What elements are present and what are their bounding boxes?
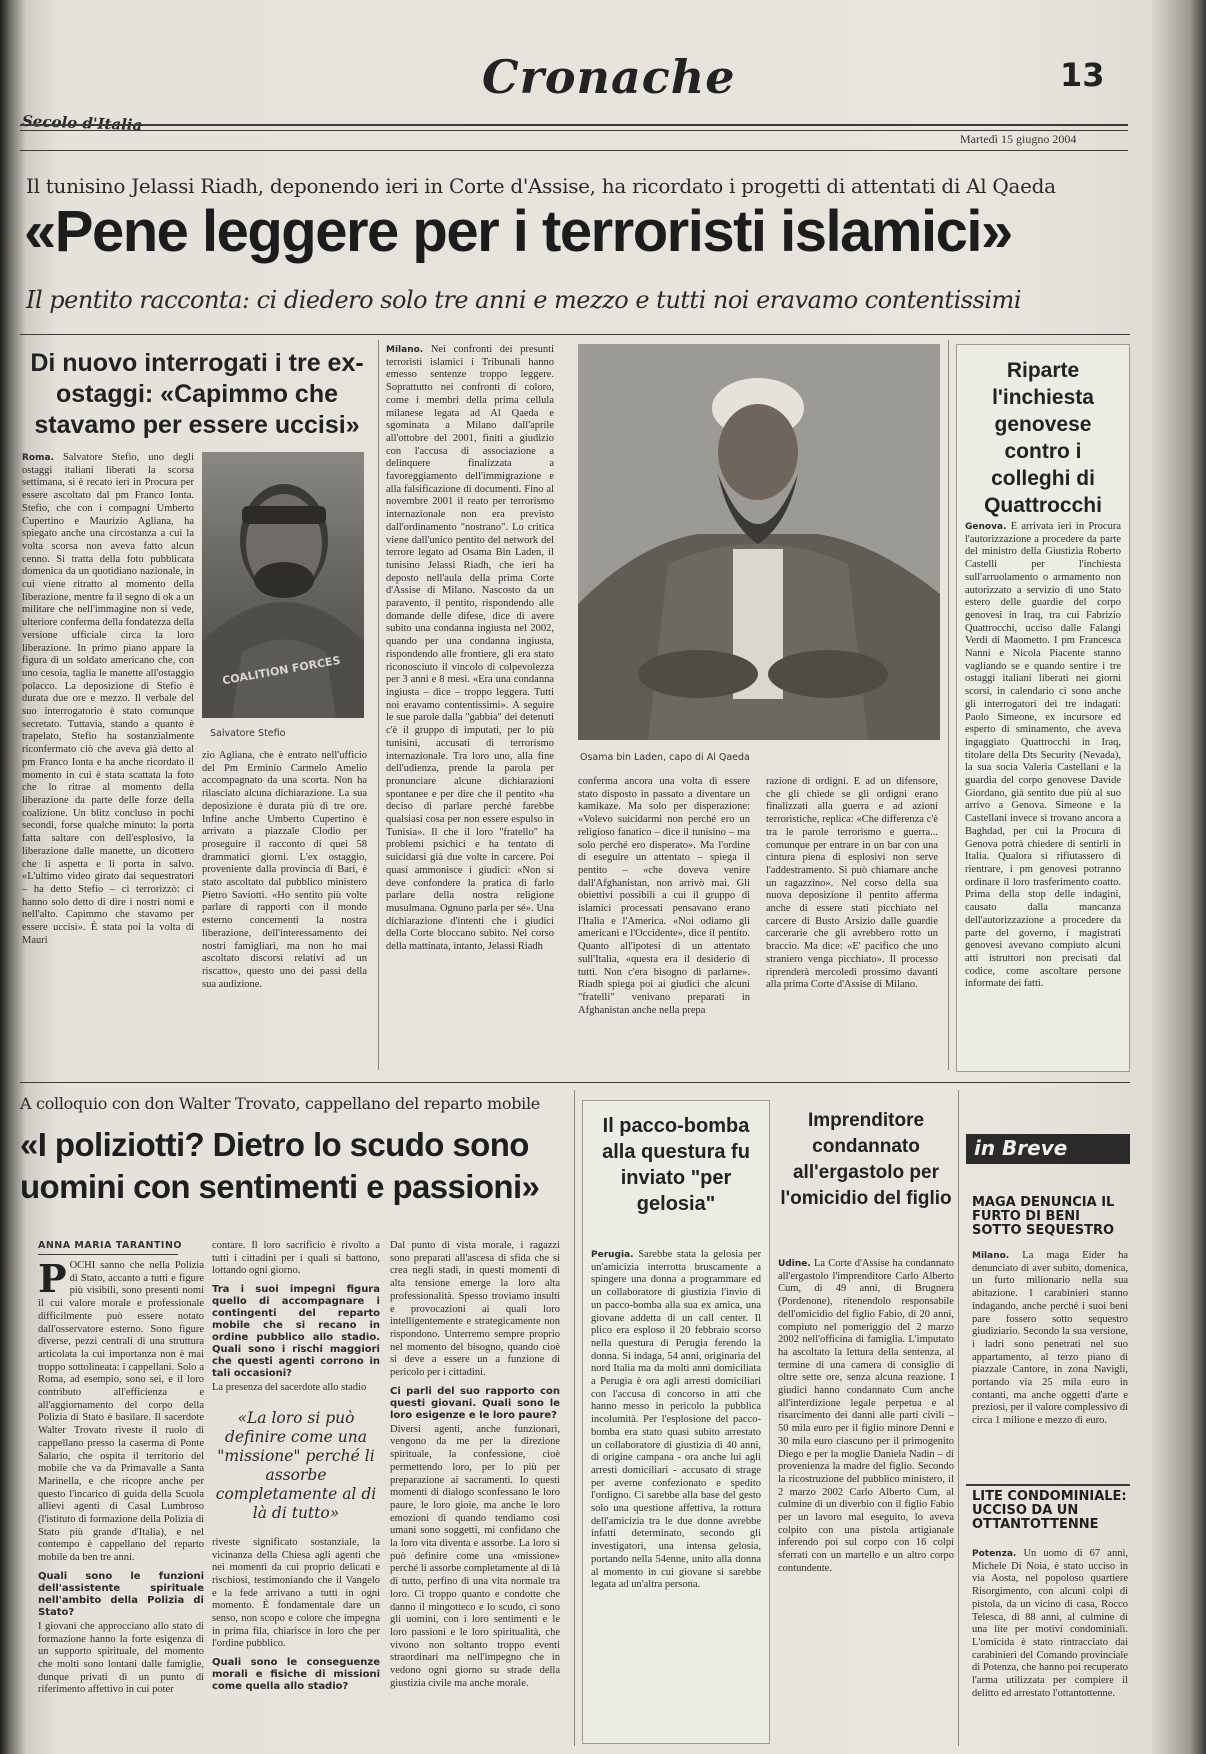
ergastolo-headline: Imprenditore condannato all'ergastolo per l'omicidio del figlio	[780, 1110, 952, 1209]
interview-answer-2: La presenza del sacerdote allo stadio	[212, 1382, 367, 1394]
interview-col2	[212, 1240, 380, 1746]
hostages-col2	[202, 750, 367, 1070]
pacco-text-body: Sarebbe stata la gelosia per un'amicizia interrotta bruscamente a spingere una donna a programmare ed un collaboratore di giustizia l'invio di un pacco-bomba alla sua ex amica, una giovane addetta di un call center. Il plico era esploso il 20 febbraio scorso nella questura di Perugia ferendo la donna. Si indaga, 54 anni, originaria del nord Italia ma da molti anni domiciliata a Perugia è ora agli arresti domiciliari con l'accusa di concorso in atti che hanno messo in pericolo la pubblica incolumità. Per l'esplosione del pacco-bomba era stato quasi subito arrestato un collaboratore di giustizia di 40 anni, di origine campana - ora anche lui agli arresti domiciliari - accusato di strage per averne confezionato e spedito l'ordigno. Ci sarebbe alla base del gesto solo una questione affettiva, la rottura dell'amicizia tra le due donne avrebbe infatti determinato, secondo gli investigatori, una intensa gelosia, portando nella 54enne, unito alla donna al momento in cui giovane si sarebbe legata ad un'altra persona.	[591, 1249, 761, 1591]
interview-col3b: Diversi agenti, anche funzionari, vengono da me per la direzione spirituale, la confessione, cioè permettendo loro, per lo più per preparazione ai sacramenti. Io questi momenti di dialogo sconfessano le loro paure, le loro gioie, ma anche le loro emozioni di quando tendiamo così umani sono soggetti, mi confidano che la loro vita diventa e assorbe. La loro si può definire come una «missione» perché li assorbe completamente al di là di tutto, perfino di una vita normale tra loro. Ci troppo quanto e condotte che danno il mingotteco e lo scudo, ci sono gli uomini, con i loro sentimenti e le loro passioni e le loro spiritualità, che vivono non soltanto troppo eventi straordinari ma nell'impegno che in vedono ogni giorno su strade della giustizia civile ma anche morale.	[390, 1423, 560, 1689]
brevi-item1-title: MAGA DENUNCIA IL FURTO DI BENI SOTTO SEQUESTRO	[972, 1195, 1115, 1238]
ergastolo-text	[778, 1258, 954, 1744]
main-col2-text: conferma ancora una volta di essere stato disposto in passato a diventare un kamikaze. Ma solo per disperazione: «Volevo suicidarmi non perché ero un religioso fanatico – dice il tunisino – ma solo perché ero disperato». Ma l'ordine di eseguire un attentato – spiega il pentito – «che doveva venire dall'Afghanistan, non arrivò mai. Gli obiettivi possibili a cui il gruppo di islamici processati pensavano erano l'Italia e l'America. «Noi odiamo gli americani e l'Occidente», dice il pentito. Quanto all'ipotesi di un attentato sull'Italia, «questa era il desiderio di tutti. Non c'era bisogno di parlarne». Riadh spiega poi ai giudici che alcuni "fratelli" venivano preparati in Afghanistan anche nella prepa	[578, 776, 750, 1016]
pacco-text	[591, 1249, 761, 1733]
ergastolo-text-body: La Corte d'Assise ha condannato all'ergastolo l'imprenditore Carlo Alberto Cum, di 49 anni, di Brugnera (Pordenone), ritenendolo responsabile dell'omicidio del figlio Fabio, di 20 anni, compiuto nel pomeriggio del 2 marzo 2002 nell'officina di famiglia. L'imputato ha ascoltato la lettura della sentenza, al termine di una camera di consiglio di oltre sette ore, senza alcuna reazione. I giudici hanno condannato Cum anche all'interdizione legale perpetua e al risarcimento dei danni alle parti civili – 50 mila euro per il figlio minore Denni e 30 mila euro ciascuno per il primogenito Diego e per la moglie Daniela Nadin – di provenienza la madre del figlio. Secondo la ricostruzione del pubblico ministero, il 2 marzo 2002 Carlo Alberto Cum, al culmine di un diverbio con il figlio Fabio per un lavoro mal eseguito, lo aveva colpito con una pistola artigianale inferendo poi sul corpo con 16 colpi sferrati con un martello e un altro corpo contundente.	[778, 1258, 954, 1574]
drop-cap: P	[38, 1260, 67, 1301]
main-col3	[766, 776, 938, 1070]
genova-dateline: Genova.	[965, 522, 1007, 532]
interview-byline: ANNA MARIA TARANTINO	[38, 1240, 182, 1251]
brevi-item2-title: LITE CONDOMINIALE: UCCISO DA UN OTTANTOTTENNE	[972, 1489, 1127, 1532]
hostages-col1	[22, 452, 194, 1070]
brevi-item2-dateline: Potenza.	[972, 1549, 1017, 1559]
main-col2	[578, 776, 750, 1070]
brevi-item2-body: Un uomo di 67 anni, Michele Di Noia, è stato ucciso in via Aosta, nel popoloso quartiere Risorgimento, con alcuni colpi di pistola, da un vicino di casa, Rocco Telesca, di 88 anni, al culmine di una lite per motivi condominiali. L'omicida è stato rintracciato dai carabinieri del Comando provinciale di Potenza, che hanno poi recuperato l'arma utilizzata per compiere il delitto ed arrestato l'ottantottenne.	[972, 1548, 1128, 1699]
hostages-story	[20, 342, 375, 1070]
interview-headline: «I poliziotti? Dietro lo scudo sono uomini con sentimenti e passioni»	[20, 1126, 540, 1205]
section-title: Cronache	[482, 50, 736, 104]
brevi-item2-text	[972, 1548, 1128, 1744]
stefio-caption: Salvatore Stefio	[210, 728, 286, 739]
interview-question-4: Ci parli del suo rapporto con questi giovani. Quali sono le loro esigenze e le loro paure?	[390, 1385, 560, 1421]
masthead	[20, 40, 1130, 150]
ergastolo-story	[778, 1108, 956, 1746]
bin-laden-photo	[578, 344, 940, 740]
main-col1	[386, 344, 554, 1070]
main-kicker: Il tunisino Jelassi Riadh, deponendo ieri in Corte d'Assise, ha ricordato i progetti di attentati di Al Qaeda	[26, 174, 1056, 198]
interview-question-3: Quali sono le conseguenze morali e fisiche di missioni come quella allo stadio?	[212, 1657, 380, 1693]
interview-col2a: contare. Il loro sacrificio è rivolto a tutti i cittadini per i quali si battono, lottando ogni giorno.	[212, 1240, 380, 1277]
interview-col3a: Dal punto di vista morale, i ragazzi sono preparati all'ascesa di sfida che si crea negli stadi, in questi momenti di alta tensione emerge la loro alta professionalità. Spesso troviamo insulti e provocazioni ai quali loro intelligentemente e strategicamente non rispondono. Unterremo sempre proprio nel momento del bisogno, quando cioè si deve a essere un a funzione di pericolo per i cittadini.	[390, 1240, 560, 1379]
genova-box	[956, 344, 1130, 1072]
pacco-headline: Il pacco-bomba alla questura fu inviato "per gelosia"	[602, 1115, 750, 1215]
brevi-item1-body: La maga Eider ha denunciato di aver subito, domenica, un furto milionario nella sua abitazione. I carabinieri stanno indagando, anche perché i suoi beni pare fossero sotto sequestro giudiziario. Secondo la sua versione, i ladri sono penetrati nel suo appartamento, al terzo piano di piazzale Cantore, in zona Navigli, portando via 25 mila euro in contanti, ma anche oggetti d'arte e preziosi, per il valore complessivo di circa 1 milione e mezzo di euro.	[972, 1250, 1128, 1427]
brevi-item1-text	[972, 1250, 1128, 1484]
interview-answer-1: I giovani che approcciano allo stato di formazione hanno la forte esigenza di un supporto spirituale, del momento che molti sono lontani dalle famiglie, dunque privati di un punto di riferimento affettivo in cui poter	[38, 1620, 204, 1696]
stefio-photo	[202, 452, 364, 718]
main-col3-text: razione di ordigni. E ad un difensore, che gli chiede se gli ordigni erano finalizzati alla guerra e ad azioni terroristiche, replica: «Che differenza c'è tra le parole terrorismo e guerra... comunque per entrare in un bar con una cintura piena di esplosivi non serve l'addestramento. Si può chiamare anche un ragazzino». Nel corso della sua nuova deposizione il pentito afferma anche di essere stati picchiato nel carcere di Busto Arsizio dalle guardie carcerarie che gli avrebbero rotto un braccio. Ma dice: «E' pacifico che uno straniero venga picchiato». Il processo riprenderà mercoledì prossimo davanti alla prima Corte d'Assise di Milano.	[766, 776, 938, 991]
ergastolo-dateline: Udine.	[778, 1259, 811, 1269]
interview-col3	[390, 1240, 560, 1746]
hostages-headline: Di nuovo interrogati i tre ex-ostaggi: «Capimmo che stavamo per essere uccisi»	[30, 349, 364, 439]
genova-text-body: È arrivata ieri in Procura l'autorizzazione a procedere da parte del ministro della Giustizia Roberto Castelli per l'inchiesta sull'arruolamento o armamento non autorizzato a servizio di uno Stato estero delle guardie del corpo genovesi in Iraq, tra cui Fabrizio Quattrocchi, ucciso dalle Falangi Verdi di Maometto. I pm Francesca Nanni e Nicola Piacente stanno vagliando se e quando sentire i tre ostaggi italiani liberati nei giorni scorsi, in calendario ci sono anche gli interrogatori dei tre indagati: Paolo Simeone, ex incursore ed esperto di sminamento, che aveva ingaggiato Quattrocchi in Iraq, titolare della Dts Security (Nevada), la sua socia Valeria Castellani e la guardia del corpo genovese Davide Giordano, già sentito due più al suo arrivo a Genova. Simeone e la Castellani invece si trovano ancora a Baghdad, per cui la Procura di Genova potrà chiedere di sentirli in Italia. Qualora si rifiutassero di rientrare, i pm genovesi potranno ordinare il loro trasferimento coatto. Prima della stop delle indagini, causato dalla mancanza dell'autorizzazione a procedere da parte del governo, i magistrati genovesi avevano compiuto alcuni atti istruttori non precisati dal codice, come ascoltare persone informate dei fatti.	[965, 521, 1121, 990]
interview-col1	[38, 1260, 204, 1746]
pacco-box	[582, 1100, 770, 1744]
main-headline: «Pene leggere per i terroristi islamici»	[24, 199, 1012, 264]
pacco-dateline: Perugia.	[591, 1250, 634, 1260]
bin-laden-caption: Osama bin Laden, capo di Al Qaeda	[580, 752, 750, 763]
interview-intro: OCHI sanno che nella Polizia di Stato, accanto a tutti e figure più visibili, sono presenti nomi il cui valore morale e professionale difficilmente può essere notato dall'osservatore esterno. Sono figure diverse, pezzi centrali di una struttura articolata la cui importanza non è mai troppo sottolineata: i cappellani. Solo a Roma, ad esempio, sono sei, e il loro contributo all'efficienza e all'aggiornamento del corpo della Polizia di Stato è basilare. Il sacerdote Walter Trovato riveste il ruolo di cappellano presso la caserma di Ponte Salario, che ospita il territorio del mobile che va da Primavalle a Santa Marinella, e che ricopre anche per questo l'incarico di guida della Scuola allievi agenti di Casal Lumbroso (l'istituto di formazione della Polizia di Stato più grande d'Italia), e nel contempo è cappellano del reparto mobile da ben tre anni.	[38, 1260, 204, 1564]
main-dateline: Milano.	[386, 345, 424, 355]
main-col1-text: Nei confronti dei presunti terroristi islamici i Tribunali hanno emesso sentenze troppo leggere. Soprattutto nei confronti di coloro, come i membri della prima cellula milanese legata ad Al Qaeda e sgominata a Milano dall'aprile all'ottobre del 2001, finiti a giudizio con l'accusa di associazione a delinquere finalizzata a favoreggiamento dell'immigrazione e alla falsificazione di documenti. Fino al novembre 2001 il reato per terrorismo internazionale non era previsto dall'ordinamento "nostrano". Lo critica viene dall'unico pentito del network del terrore legato ad Osama Bin Laden, il tunisino Jelassi Riadh, che ieri ha deposto nell'aula della prima Corte d'Assise di Milano. Nascosto da un paravento, il pentito, rispondendo alle domande delle difese, dice di avere subito una condanna ingiusta nel 2002, quando per una condanna ingiusta, rispondendo alle frontiere, gli era stato riconosciuto il vincolo di colpevolezza per 3 anni e 8 mesi. «Era una condanna ingiusta – dice – troppo leggera. Tutti noi eravamo contentissimi». A seguire le sue parole dalla "gabbia" dei detenuti c'è il gruppo di imputati, per lo più tunisini, accusati di terrorismo internazionale. Tra loro uno, alla fine dell'udienza, prende la parola per pronunciare alcune dichiarazioni spontanee e per dire che il pentito «ha deciso di parlare perché farebbe qualsiasi cosa per non essere espulso in Tunisia». Il che il loro "fratello" ha problemi psichici e ha tentato di suicidarsi già due volte in carcere. Poi quasi ammonisce i giudici: «Non si deve confondere la pratica di farlo parlare della nostra religione musulmana. Ognuno parla per sé». Una dichiarazione d'intenti che i giudici della Corte bloccano subito. Nel corso della mattinata, intanto, Jelassi Riadh	[386, 344, 554, 953]
hostages-col1-text: Salvatore Stefio, uno degli ostaggi italiani liberati la scorsa settimana, si è recato ieri in Procura per essere ascoltato dal pm Franco Ionta. Stefio, che con i compagni Umberto Cupertino e Maurizio Agliana, ha spiegato anche una circostanza a cui la volta scorsa non aveva fatto alcun cenno. Si tratta della foto pubblicata domenica da un quotidiano nazionale, in cui viene ritratto al momento della liberazione, mentre fa il segno di ok a un militare che nell'immagine non si vede, ulteriore conferma della fondatezza della versione ufficiale circa la loro liberazione. In primo piano appare la figura di un soldato americano che, con uno cesoia, taglia le manette all'ostaggio polacco. La deposizione di Stefio è durata due ore e mezzo. Il verbale del suo interrogatorio è stato comunque secretato. Tuttavia, stando a quanto è trapelato, Stefio ha sostanzialmente riconfermato ciò che aveva già detto al pm Franco Ionta e ha anche ricordato il momento in cui è stata scattata la foto che lo ritrae al momento della liberazione da parte delle forze della coalizione. Un blitz concluso in pochi secondi, forse qualche minuto: la porta fatta saltare con dell'esplosivo, la liberazione dalle manette, un dicottero che li aspetta e li porta in salvo. «L'ultimo video girato dai sequestratori – ha detto Stefio – ci terrorizzò: ci hanno solo detto di dire i nostri nomi e nell'alto. Capimmo che stavamo per essere uccisi». È stata poi la volta di Mauri	[22, 452, 194, 946]
issue-date: Martedì 15 giugno 2004	[960, 132, 1077, 146]
interview-pullquote: «La loro si può definire come una "missione" perché li assorbe completamente al di là di tutto»	[215, 1408, 377, 1522]
genova-headline: Riparte l'inchiesta genovese contro i colleghi di Quattrocchi	[984, 359, 1102, 517]
hostages-col2-text: zio Agliana, che è entrato nell'ufficio del Pm Erminio Carmelo Amelio accompagnato da una scorta. Non ha rilasciato alcuna dichiarazione. La sua deposizione è durata più di tre ore. Infine anche Umberto Cupertino è arrivato a piazzale Clodio per proseguire il racconto di quei 58 drammatici giorni. L'ex ostaggio, proveniente dalla provincia di Bari, è stato ascoltato dal pubblico ministero Pietro Saviotti. «Ho sentito più volte parlare di rapporti con il mondo esterno concernenti la nostra liberazione, dell'interessamento dei nostri famigliari, ma non ho mai ascoltato discorsi relativi ad un riscatto», questo uno dei passi della sua audizione.	[202, 750, 367, 990]
interview-question-2: Tra i suoi impegni figura quello di accompagnare i contingenti del reparto mobile che si recano in ordine pubblico allo stadio. Quali sono i rischi maggiori che questi agenti corrono in tali occasioni?	[212, 1284, 380, 1380]
page-number: 13	[1060, 56, 1105, 94]
brevi-item1-dateline: Milano.	[972, 1251, 1010, 1261]
hostages-dateline: Roma.	[22, 453, 54, 463]
interview-col2b: riveste significato sostanziale, la vicinanza della Chiesa agli agenti che nei momenti da cui proprio delicati e rischiosi, testimoniando che il Vangelo e la fede arrivano a tutti in ogni momento. È fondamentale dare un senso, non scopo e colore che impegna in prima fila, chiarisce in loro che per l'ordine pubblico.	[212, 1536, 380, 1650]
brevi-label: in Breve	[974, 1136, 1068, 1160]
interview-question-1: Quali sono le funzioni dell'assistente spirituale nell'ambito della Polizia di Stato?	[38, 1570, 204, 1618]
genova-text	[965, 521, 1121, 1061]
interview-kicker: A colloquio con don Walter Trovato, cappellano del reparto mobile	[20, 1094, 540, 1113]
main-subheadline: Il pentito racconta: ci diedero solo tre anni e mezzo e tutti noi eravamo contentissimi	[26, 286, 1021, 314]
brevi-column	[966, 1100, 1130, 1746]
shirt-text: COALITION FORCES	[221, 653, 342, 688]
